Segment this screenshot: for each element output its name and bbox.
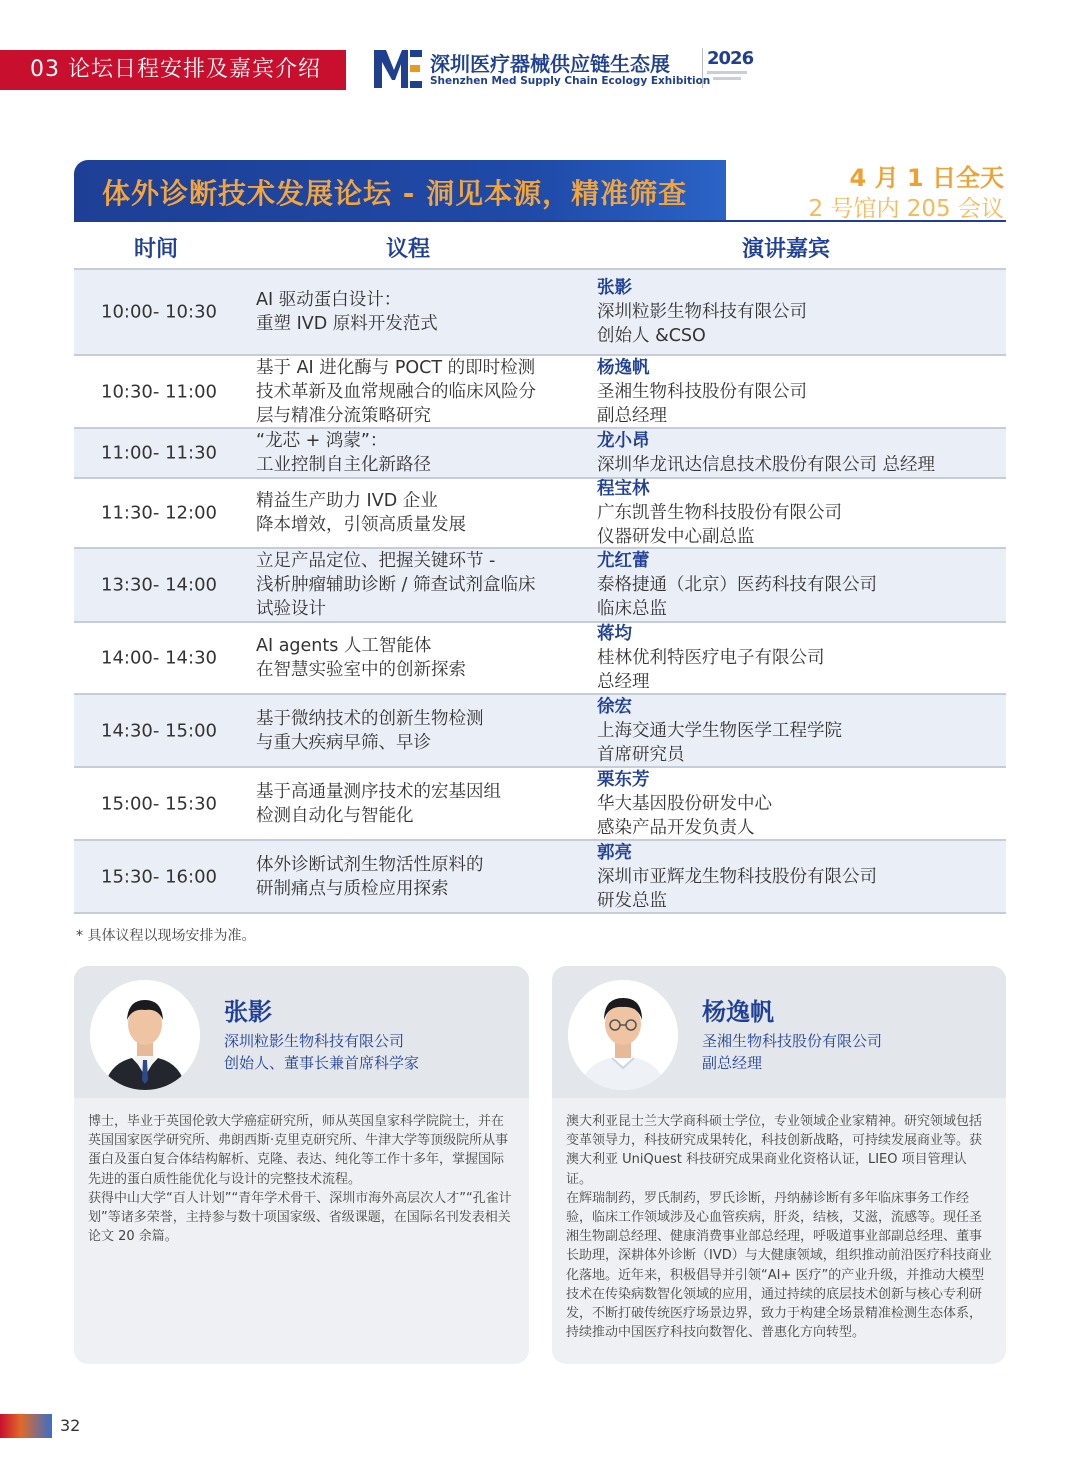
forum-title-banner [74,160,726,222]
row-speaker: 尤红蕾 泰格捷通（北京）医药科技有限公司 临床总监 [597,551,877,619]
table-row [74,356,1006,429]
logo-year-mark [702,48,753,88]
avatar [568,980,678,1090]
speaker-bio: 博士，毕业于英国伦敦大学癌症研究所，师从英国皇家科学院院士，并在英国国家医学研究所、弗朗西斯·克里克研究所、牛津大学等顶级院所从事蛋白及蛋白复合体结构解析、克隆、表达、纯化等工作十多年，掌握国际先进的蛋白质性能优化与设计的完整技术流程。 获得中山大学“百人计划”“青年学术骨干、深圳市海外高层次人才”“孔雀计划”等诸多荣誉，主持参与数十项国家级、省级课题，在国际名刊发表相关论文 20 余篇。 [88,1114,512,1245]
row-topic: 立足产品定位、把握关键环节 - 浅析肿瘤辅助诊断 / 筛查试剂盒临床 试验设计 [256,551,536,619]
row-time: 14:30- 15:00 [101,720,217,741]
logo-chinese-name: 深圳医疗器械供应链生态展 [430,52,670,76]
table-row [74,623,1006,695]
row-speaker: 张影 深圳粒影生物科技有限公司 创始人 &CSO [597,278,807,346]
logo-year: 2026 [707,48,754,69]
row-speaker: 徐宏 上海交通大学生物医学工程学院 首席研究员 [597,696,842,765]
table-row [74,479,1006,549]
table-row [74,270,1006,356]
row-time: 15:00- 15:30 [101,793,217,814]
table-row [74,549,1006,623]
page-color-bar [0,1414,52,1438]
row-time: 11:00- 11:30 [101,442,217,464]
row-topic: 基于 AI 进化酶与 POCT 的即时检测 技术革新及血常规融合的临床风险分 层与精准分流策略研究 [256,357,536,426]
row-time: 10:30- 11:00 [101,381,217,402]
speaker-card-yang-yifan [552,966,1006,1364]
row-speaker: 栗东芳 华大基因股份研发中心 感染产品开发负责人 [597,769,772,838]
schedule-note: * 具体议程以现场安排为准。 [76,928,256,944]
forum-title: 体外诊断技术发展论坛 - 洞见本源，精准筛查 [102,177,688,210]
column-header-time: 时间 [134,237,179,262]
exhibition-logo [372,44,762,96]
speaker-title: 深圳粒影生物科技有限公司 创始人、董事长兼首席科学家 [224,1032,420,1072]
section-label: 03 论坛日程安排及嘉宾介绍 [0,50,346,90]
row-speaker: 郭亮 深圳市亚辉龙生物科技股份有限公司 研发总监 [597,842,877,911]
row-speaker: 蒋均 桂林优利特医疗电子有限公司 总经理 [597,624,825,692]
row-time: 14:00- 14:30 [101,647,217,669]
logo-english-name: Shenzhen Med Supply Chain Ecology Exhibition [430,75,711,87]
page-number: 32 [60,1416,81,1435]
row-topic: 体外诊断试剂生物活性原料的 研制痛点与质检应用探索 [256,854,484,899]
row-topic: “龙芯 + 鸿蒙”： 工业控制自主化新路径 [256,431,431,475]
me-logo-icon [372,44,424,92]
row-time: 10:00- 10:30 [101,301,217,323]
row-topic: AI agents 人工智能体 在智慧实验室中的创新探索 [256,636,466,680]
row-speaker: 程宝林 广东凯普生物科技股份有限公司 仪器研发中心副总监 [597,479,842,547]
speaker-card-zhang-ying [74,966,529,1364]
row-topic: 基于微纳技术的创新生物检测 与重大疾病早筛、早诊 [256,708,484,753]
table-row [74,841,1006,914]
row-time: 11:30- 12:00 [101,502,217,524]
row-time: 13:30- 14:00 [101,574,217,596]
speaker-title: 圣湘生物科技股份有限公司 副总经理 [702,1032,883,1072]
row-speaker: 杨逸帆 圣湘生物科技股份有限公司 副总经理 [597,357,807,426]
schedule-table-header [74,224,1006,270]
table-row [74,768,1006,841]
row-time: 15:30- 16:00 [101,866,217,887]
table-row [74,695,1006,768]
column-header-topic: 议程 [386,237,431,262]
row-topic: 精益生产助力 IVD 企业 降本增效，引领高质量发展 [256,491,466,535]
row-topic: AI 驱动蛋白设计： 重塑 IVD 原料开发范式 [256,290,438,334]
speaker-photo-icon [90,980,200,1090]
schedule-table [74,270,1006,914]
forum-date: 4 月 1 日全天 [849,164,1004,192]
table-row [74,429,1006,479]
avatar [90,980,200,1090]
speaker-name: 杨逸帆 [702,998,774,1026]
column-header-speaker: 演讲嘉宾 [742,237,831,262]
row-topic: 基于高通量测序技术的宏基因组 检测自动化与智能化 [256,781,501,826]
row-speaker: 龙小昂 深圳华龙讯达信息技术股份有限公司 总经理 [597,431,936,475]
speaker-photo-icon [568,980,678,1090]
forum-venue: 2 号馆内 205 会议 [808,196,1004,222]
speaker-bio: 澳大利亚昆士兰大学商科硕士学位，专业领域企业家精神。研究领域包括变革领导力，科技研究成果转化，科技创新战略，可持续发展商业等。获澳大利亚 UniQuest 科技研究成果商业化资格认证，LIEO 项目管理认证。 在辉瑞制药，罗氏制药，罗氏诊断，丹纳赫诊断有多年临床事务工作经验，临床工作领域涉及心血管疾病，肝炎，结核，艾滋，流感等。现任圣湘生物副总经理、健康消费事业部总经理，呼吸道事业部副总经理、董事长助理，深耕体外诊断（IVD）与大健康领域，组织推动前沿医疗科技商业化落地。近年来，积极倡导并引领“AI+ 医疗”的产业升级，并推动大模型技术在传染病数智化领域的应用，通过持续的底层技术创新与核心专利研发，不断打破传统医疗场景边界，致力于构建全场景精准检测生态体系，持续推动中国医疗科技向数智化、普惠化方向转型。 [566,1114,992,1341]
speaker-name: 张影 [224,998,272,1026]
